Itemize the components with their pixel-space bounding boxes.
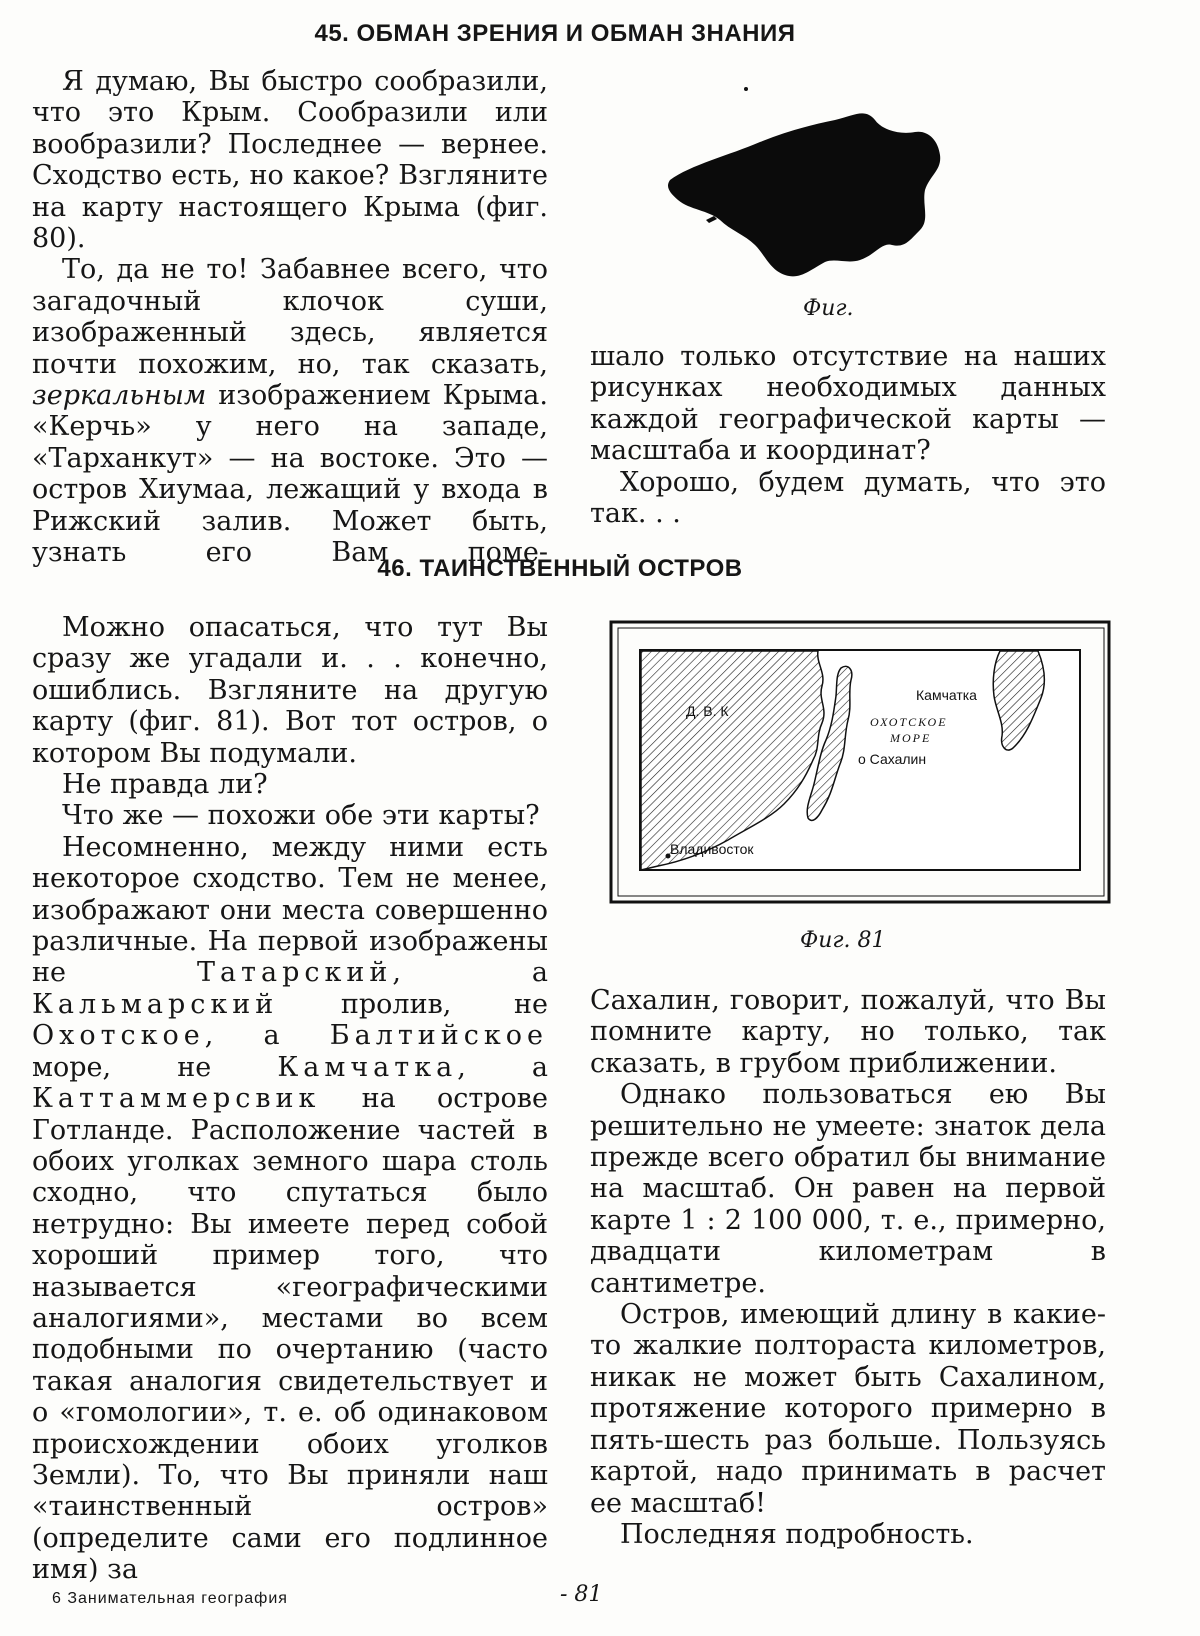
section-46-left-column — [32, 612, 548, 1586]
paragraph: Не правда ли? — [32, 769, 548, 800]
paragraph — [32, 254, 548, 568]
paragraph — [32, 832, 548, 1586]
section-45-left-column — [32, 66, 548, 569]
island-silhouette-figure — [660, 80, 950, 290]
paragraph: Остров, имеющий длину в какие-то жалкие полтораста километров, никак не может быть Сахалином, протяжение которого примерно в пять-шесть раз больше. Пользуясь картой, надо принимать в расчет ее масштаб! — [590, 1299, 1106, 1519]
text-run: То, да не то! Забавнее всего, что загадочный клочок суши, изображенный здесь, является почти похожим, но, так сказать, — [32, 254, 548, 379]
spaced-term: Каттаммерсвик — [32, 1083, 320, 1114]
figure-81-caption: Фиг. 81 — [800, 928, 886, 953]
figure-81-map — [608, 618, 1114, 908]
text-run: пролив, не — [341, 989, 548, 1020]
text-run: Несомненно, между ними есть некоторое сходство. Тем не менее, изображают они места совершенно различные. На первой изображены не — [32, 832, 548, 989]
paragraph: Я думаю, Вы быстро сообразили, что это Крым. Сообразили или вообразили? Последнее — вернее. Сходство есть, но какое? Взгляните на карту настоящего Крыма (фиг. 80). — [32, 66, 548, 254]
paragraph: Последняя подробность. — [590, 1519, 1106, 1550]
text-run: , а — [457, 1052, 548, 1083]
spaced-term: Балтийское — [330, 1020, 548, 1051]
island-silhouette — [668, 113, 940, 276]
spaced-term: Охотское — [32, 1020, 205, 1051]
map-label-kamchatka: Камчатка — [916, 687, 977, 703]
text-run: море, не — [32, 1052, 211, 1083]
spaced-term: Татарский — [197, 957, 392, 988]
footer-signature: 6 Занимательная география — [52, 1590, 288, 1608]
map-label-sea-line2: МОРЕ — [889, 731, 931, 745]
text-run: на острове Готланде. Расположение частей в обоих уголках земного шара столь сходно, что спутаться было нетрудно: Вы имеете перед собой хороший пример того, что называется «географическими аналогиями», местами во всем подобными по очертанию (часто такая аналогия свидетельствует и о «гомологии», т. е. об одинаковом происхождении обоих уголков Земли). То, что Вы приняли наш «таинственный остров» (определите сами его подлинное имя) за — [32, 1083, 548, 1585]
spaced-term: Камчатка — [277, 1052, 457, 1083]
section-46-right-column — [590, 985, 1106, 1550]
island-speck — [744, 87, 748, 91]
map-label-sea-line1: ОХОТСКОЕ — [870, 715, 948, 729]
text-run: , а — [392, 957, 548, 988]
section-45-title: 45. ОБМАН ЗРЕНИЯ И ОБМАН ЗНАНИЯ — [0, 20, 1110, 48]
paragraph: Можно опасаться, что тут Вы сразу же угадали и. . . конечно, ошиблись. Взгляните на другую карту (фиг. 81). Вот тот остров, о котором Вы подумали. — [32, 612, 548, 769]
figure-80-caption: Фиг. — [803, 296, 854, 321]
spaced-term: Кальмарский — [32, 989, 278, 1020]
paragraph: Хорошо, будем думать, что это так. . . — [590, 467, 1106, 530]
map-label-vladivostok: Владивосток — [670, 841, 754, 857]
emphasis-text: зеркальным — [32, 380, 206, 411]
page-number: - 81 — [560, 1582, 602, 1607]
section-46-title: 46. ТАИНСТВЕННЫЙ ОСТРОВ — [0, 555, 1120, 583]
map-label-sakhalin: о Сахалин — [858, 751, 926, 767]
paragraph: Однако пользоваться ею Вы решительно не умеете: знаток дела прежде всего обратил бы внимание на масштаб. Он равен на первой карте 1 : 2 100 000, т. е., примерно, двадцати километрам в сантиметре. — [590, 1079, 1106, 1299]
paragraph: шало только отсутствие на наших рисунках необходимых данных каждой географической карты — масштаба и координат? — [590, 341, 1106, 467]
text-run: , а — [205, 1020, 280, 1051]
text-run: изображением Крыма. «Керчь» у него на западе, «Тарханкут» — на востоке. Это — остров Хиумаа, лежащий у входа в Рижский залив. Может быть, узнать его Вам поме- — [32, 380, 548, 568]
section-45-right-column — [590, 341, 1106, 529]
paragraph: Сахалин, говорит, пожалуй, что Вы помните карту, но только, так сказать, в грубом приближении. — [590, 985, 1106, 1079]
paragraph: Что же — похожи обе эти карты? — [32, 800, 548, 831]
island-islet — [706, 216, 717, 223]
map-label-dvk: Д. В. К — [686, 703, 729, 719]
vladivostok-dot — [666, 854, 671, 859]
